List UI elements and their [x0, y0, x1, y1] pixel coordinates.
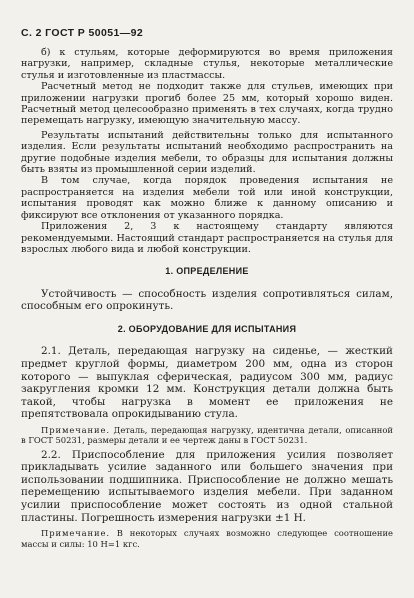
clause-2-1: 2.1. Деталь, передающая нагрузку на сиденье, — жесткий предмет круглой формы, диаметром 200 мм, одна из сторон которого — выпуклая сферическая, радиусом 300 мм, радиус закругления кромки 12 мм. Конструкция детали должна быть такой, чтобы нагрузка в момент ее приложения не препятствовала опрокидыванию стула.	[21, 345, 393, 421]
clause-2-2: 2.2. Приспособление для приложения усилия позволяет прикладывать усилие заданного или большего значения при использовании подшипника. Приспособление не должно мешать перемещению испытываемого изделия мебели. При заданном усилии приспособление может состоять из одной стальной пластины. Погрешность измерения нагрузки ±1 Н.	[21, 448, 393, 524]
note-1	[21, 425, 393, 446]
document-body	[21, 47, 393, 549]
section-1-text: Устойчивость — способность изделия сопротивляться силам, способным его опрокинуть.	[21, 287, 393, 313]
paragraph-calc-method: Расчетный метод не подходит также для стульев, имеющих при приложении нагрузки прогиб более 25 мм, который хорошо виден. Расчетный метод целесообразно применять в тех случаях, когда трудно перемещать нагрузку, имеющую значительную массу.	[21, 81, 393, 127]
paragraph-appendices: Приложения 2, 3 к настоящему стандарту являются рекомендуемыми. Настоящий стандарт распространяется на стулья для взрослых любого вида и любой конструкции.	[21, 221, 393, 255]
section-2-title: 2. ОБОРУДОВАНИЕ ДЛЯ ИСПЫТАНИЯ	[117, 323, 297, 334]
note-2-label: Примечание.	[41, 528, 110, 539]
paragraph-procedure: В том случае, когда порядок проведения испытания не распространяется на изделия мебели той или иной конструкции, испытания проводят как можно ближе к данному описанию и фиксируют все отклонения от указанного порядка.	[21, 175, 393, 221]
page-header: С. 2 ГОСТ Р 50051—92	[21, 27, 144, 39]
note-2-text: В некоторых случаях возможно следующее соотношение массы и силы: 10 Н=1 кгс.	[21, 528, 393, 549]
section-1-title: 1. ОПРЕДЕЛЕНИЕ	[165, 266, 249, 277]
paragraph-results: Результаты испытаний действительны только для испытанного изделия. Если результаты испытаний необходимо распространить на другие подобные изделия мебели, то образцы для испытания должны быть взяты из промышленной серии изделий.	[21, 129, 393, 176]
note-1-label: Примечание.	[41, 424, 110, 435]
note-1-text: Деталь, передающая нагрузку, идентична детали, описанной в ГОСТ 50231, размеры детали и ее чертеж даны в ГОСТ 50231.	[21, 424, 393, 446]
paragraph-exclusion-b: б) к стульям, которые деформируются во время приложения нагрузки, например, складные стулья, некоторые металлические стулья и изготовленные из пластмассы.	[21, 47, 393, 81]
note-2	[21, 528, 393, 549]
